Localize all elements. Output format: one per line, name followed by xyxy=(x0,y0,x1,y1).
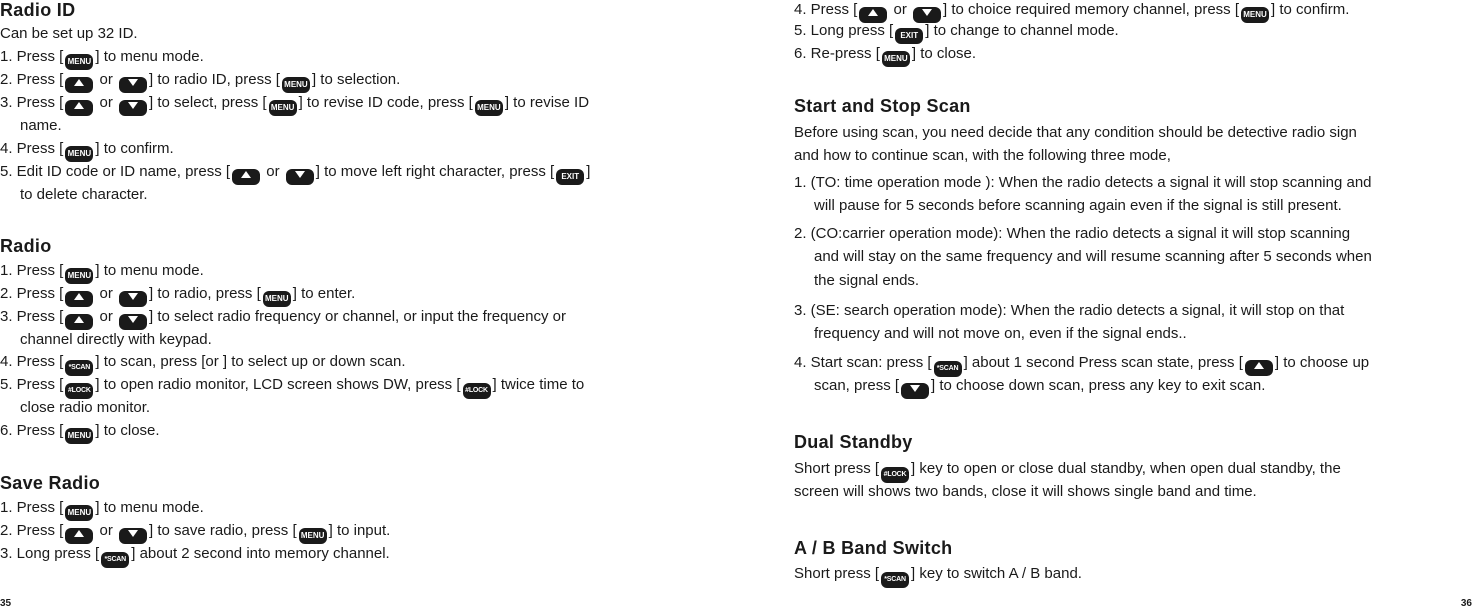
page-number-right: 36 xyxy=(1460,598,1472,609)
step-2: 2. Press [ or ] to save radio, press [ MENU ] to input. xyxy=(0,521,390,544)
exit-key-icon: EXIT xyxy=(556,169,584,185)
mode-3: 3. (SE: search operation mode): When the radio detects a signal, it will stop on that xyxy=(794,302,1345,319)
lock-key-icon: #LOCK xyxy=(65,383,93,399)
menu-key-icon: MENU xyxy=(269,100,297,116)
down-arrow-icon xyxy=(119,77,147,93)
scan-key-icon: *SCAN xyxy=(101,552,129,568)
menu-key-icon: MENU xyxy=(65,505,93,521)
mode-4: 4. Start scan: press [ *SCAN ] about 1 second Press scan state, press [ ] to choose up xyxy=(794,353,1369,377)
menu-key-icon: MENU xyxy=(65,54,93,70)
scan-key-icon: *SCAN xyxy=(881,572,909,588)
mode-2-cont: the signal ends. xyxy=(814,272,920,289)
dual-line-2: screen will shows two bands, close it will shows single band and time. xyxy=(794,483,1257,500)
up-arrow-icon xyxy=(65,528,93,544)
down-arrow-icon xyxy=(901,383,929,399)
down-arrow-icon xyxy=(119,528,147,544)
mode-3-cont: frequency and will not move on, even if the signal ends.. xyxy=(814,325,1187,342)
down-arrow-icon xyxy=(119,314,147,330)
mode-1: 1. (TO: time operation mode ): When the radio detects a signal it will stop scanning and xyxy=(794,174,1372,191)
section-title-radio: Radio xyxy=(0,236,52,256)
intro-text: Can be set up 32 ID. xyxy=(0,25,138,42)
menu-key-icon: MENU xyxy=(65,268,93,284)
down-arrow-icon xyxy=(119,291,147,307)
section-title-dual-standby: Dual Standby xyxy=(794,432,913,452)
down-arrow-icon xyxy=(286,169,314,185)
up-arrow-icon xyxy=(65,291,93,307)
menu-key-icon: MENU xyxy=(263,291,291,307)
mode-1-cont: will pause for 5 seconds before scanning again even if the signal is still present. xyxy=(814,197,1342,214)
menu-key-icon: MENU xyxy=(1241,7,1269,23)
down-arrow-icon xyxy=(119,100,147,116)
mode-2: 2. (CO:carrier operation mode): When the radio detects a signal it will stop scanning xyxy=(794,225,1351,242)
step-3: 3. Long press [ *SCAN ] about 2 second into memory channel. xyxy=(0,544,390,568)
mode-4-cont: scan, press [ ] to choose down scan, press any key to exit scan. xyxy=(794,376,1265,399)
up-arrow-icon xyxy=(65,100,93,116)
step-5: 5. Long press [ EXIT ] to change to channel mode. xyxy=(794,21,1119,44)
step-2: 2. Press [ or ] to radio, press [ MENU ] to enter. xyxy=(0,284,355,307)
step-5: 5. Press [ #LOCK ] to open radio monitor, LCD screen shows DW, press [ #LOCK ] twice time to xyxy=(0,375,584,399)
menu-key-icon: MENU xyxy=(299,528,327,544)
step-5-cont: close radio monitor. xyxy=(20,399,151,416)
step-1: 1. Press [ MENU ] to menu mode. xyxy=(0,47,204,70)
menu-key-icon: MENU xyxy=(475,100,503,116)
intro-line: Before using scan, you need decide that any condition should be detective radio sign xyxy=(794,124,1357,141)
step-4: 4. Press [ *SCAN ] to scan, press [or ] to select up or down scan. xyxy=(0,352,406,376)
exit-key-icon: EXIT xyxy=(895,28,923,44)
mode-2-cont: and will stay on the same frequency and will resume scanning after 5 seconds when xyxy=(814,248,1372,265)
ab-line-1: Short press [ *SCAN ] key to switch A / B band. xyxy=(794,564,1082,588)
section-title-save-radio: Save Radio xyxy=(0,473,101,493)
intro-line: and how to continue scan, with the following three mode, xyxy=(794,147,1171,164)
up-arrow-icon xyxy=(65,77,93,93)
step-2: 2. Press [ or ] to radio ID, press [ MENU ] to selection. xyxy=(0,70,400,93)
section-title-radio-id: Radio ID xyxy=(0,0,76,20)
step-3: 3. Press [ or ] to select, press [ MENU ] to revise ID code, press [ MENU ] to revise ID xyxy=(0,93,589,116)
up-arrow-icon xyxy=(65,314,93,330)
step-5: 5. Edit ID code or ID name, press [ or ] to move left right character, press [ EXIT ] xyxy=(0,162,590,185)
step-6: 6. Re-press [ MENU ] to close. xyxy=(794,44,976,67)
menu-key-icon: MENU xyxy=(882,51,910,67)
step-4: 4. Press [ MENU ] to confirm. xyxy=(0,139,174,162)
step-1: 1. Press [ MENU ] to menu mode. xyxy=(0,498,204,521)
page-number-left: 35 xyxy=(0,598,12,609)
step-3-cont: name. xyxy=(20,117,62,134)
section-title-ab-band: A / B Band Switch xyxy=(794,538,953,558)
menu-key-icon: MENU xyxy=(65,146,93,162)
section-title-scan: Start and Stop Scan xyxy=(794,96,971,116)
menu-key-icon: MENU xyxy=(282,77,310,93)
up-arrow-icon xyxy=(1245,360,1273,376)
scan-key-icon: *SCAN xyxy=(934,361,962,377)
menu-key-icon: MENU xyxy=(65,428,93,444)
step-1: 1. Press [ MENU ] to menu mode. xyxy=(0,261,204,284)
dual-line-1: Short press [ #LOCK ] key to open or close dual standby, when open dual standby, the xyxy=(794,459,1341,483)
step-6: 6. Press [ MENU ] to close. xyxy=(0,421,160,444)
scan-key-icon: *SCAN xyxy=(65,360,93,376)
lock-key-icon: #LOCK xyxy=(881,467,909,483)
step-3-cont: channel directly with keypad. xyxy=(20,331,212,348)
up-arrow-icon xyxy=(232,169,260,185)
lock-key-icon: #LOCK xyxy=(463,383,491,399)
step-5-cont: to delete character. xyxy=(20,186,148,203)
step-4: 4. Press [ or ] to choice required memory channel, press [ MENU ] to confirm. xyxy=(794,0,1349,23)
step-3: 3. Press [ or ] to select radio frequency or channel, or input the frequency or xyxy=(0,307,566,330)
